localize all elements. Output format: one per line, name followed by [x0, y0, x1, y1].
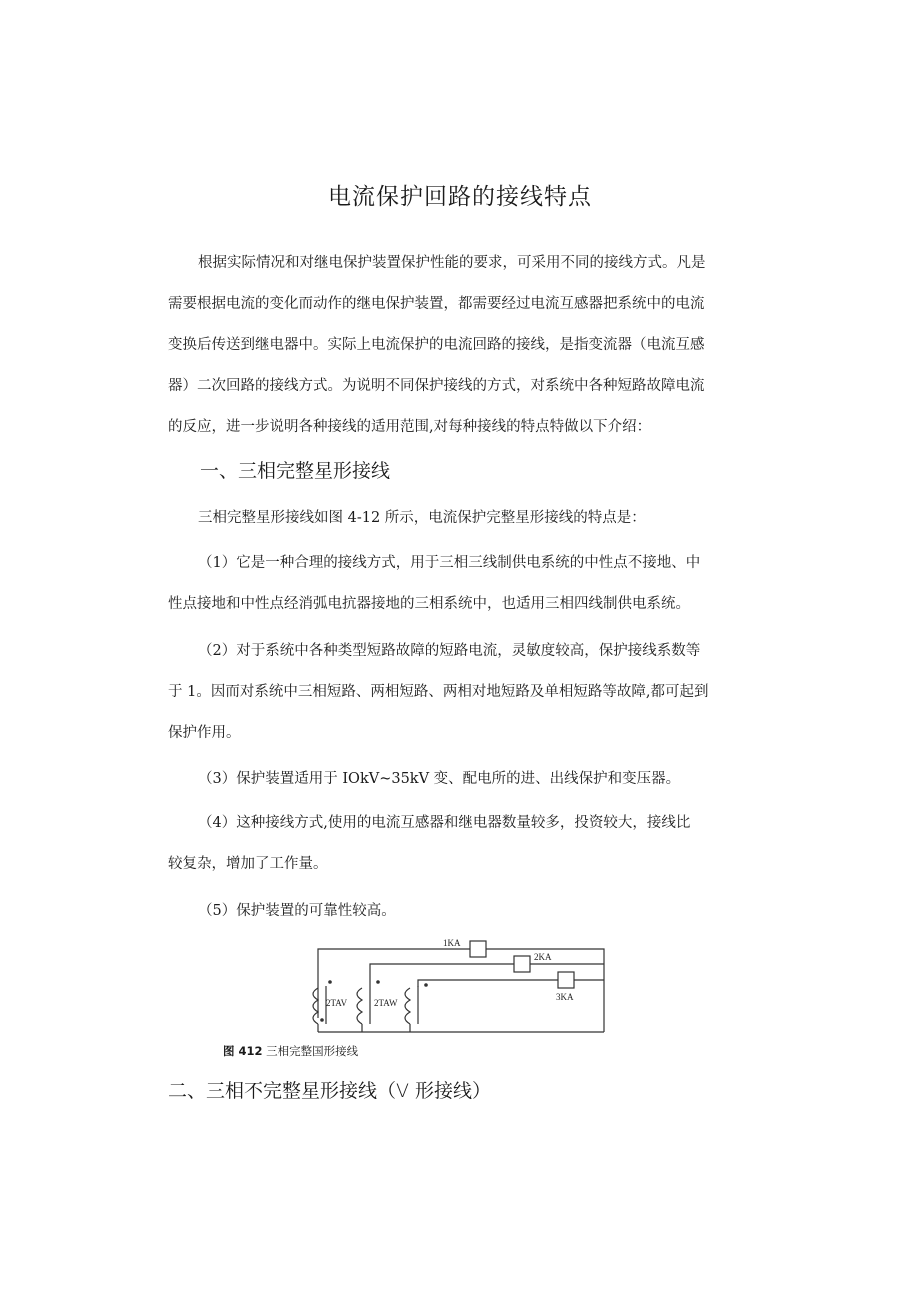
caption-number: 图 412 [223, 1044, 263, 1058]
figure-caption [223, 1043, 358, 1059]
intro-line: 器）二次回路的接线方式。为说明不同保护接线的方式，对系统中各种短路故障电流 [168, 378, 705, 394]
item-line: （2）对于系统中各种类型短路故障的短路电流，灵敏度较高，保护接线系数等 [198, 643, 701, 659]
label-2ka: 2KA [534, 952, 552, 962]
label-1ka: 1KA [443, 938, 461, 948]
phase-line-c [418, 980, 558, 987]
item-line: （5）保护装置的可靠性较高。 [198, 903, 396, 919]
section-heading-2: 二、三相不完整星形接线（V 形接线） [168, 1080, 492, 1102]
circuit-diagram [300, 932, 610, 1040]
item-3 [168, 759, 756, 800]
page-title: 电流保护回路的接线特点 [328, 184, 592, 210]
item-line: 性点接地和中性点经消弧电抗器接地的三相系统中，也适用三相四线制供电系统。 [168, 596, 690, 612]
item-line: （3）保护装置适用于 IOkV~35kV 变、配电所的进、出线保护和变压器。 [198, 771, 681, 787]
relay-1ka [470, 941, 486, 957]
intro-line: 变换后传送到继电器中。实际上电流保护的电流回路的接线，是指变流器（电流互感 [168, 337, 705, 353]
intro-paragraph [168, 243, 756, 448]
ct-coil-b [357, 988, 362, 1024]
item-line: （4）这种接线方式,使用的电流互感器和继电器数量较多，投资较大，接线比 [198, 815, 691, 831]
polarity-dot-b [376, 980, 380, 984]
terminal-dot-a [320, 1018, 324, 1022]
relay-3ka [558, 972, 574, 988]
caption-text: 三相完整国形接线 [262, 1044, 359, 1058]
phase-line-b [370, 964, 514, 982]
intro-line: 需要根据电流的变化而动作的继电保护装置，都需要经过电流互感器把系统中的电流 [168, 296, 705, 312]
item-2 [168, 631, 756, 754]
item-line: （1）它是一种合理的接线方式，用于三相三线制供电系统的中性点不接地、中 [198, 555, 701, 571]
label-3ka: 3KA [556, 992, 574, 1002]
section1-lead [168, 498, 756, 539]
item-line: 保护作用。 [168, 725, 241, 741]
label-2tav: 2TAV [326, 998, 348, 1008]
ct-bottom-leads [318, 1024, 410, 1032]
ct-coil-c [405, 988, 410, 1024]
section-heading-1: 一、三相完整星形接线 [200, 460, 391, 482]
label-2taw: 2TAW [374, 998, 398, 1008]
item-line: 较复杂，增加了工作量。 [168, 856, 328, 872]
item-1 [168, 543, 756, 625]
intro-line: 根据实际情况和对继电保护装置保护性能的要求，可采用不同的接线方式。凡是 [198, 255, 706, 271]
relay-2ka [514, 956, 530, 972]
intro-line: 的反应，进一步说明各种接线的适用范围,对每种接线的特点特做以下介绍： [168, 419, 652, 435]
ct-coil-a [313, 988, 318, 1024]
item-4 [168, 803, 756, 885]
item-line: 于 1。因而对系统中三相短路、两相短路、两相对地短路及单相短路等故障,都可起到 [168, 684, 709, 700]
lead-line: 三相完整星形接线如图 4-12 所示，电流保护完整星形接线的特点是： [198, 510, 646, 526]
polarity-dot-c [424, 983, 428, 987]
polarity-dot-a [328, 980, 332, 984]
item-5 [168, 891, 756, 932]
